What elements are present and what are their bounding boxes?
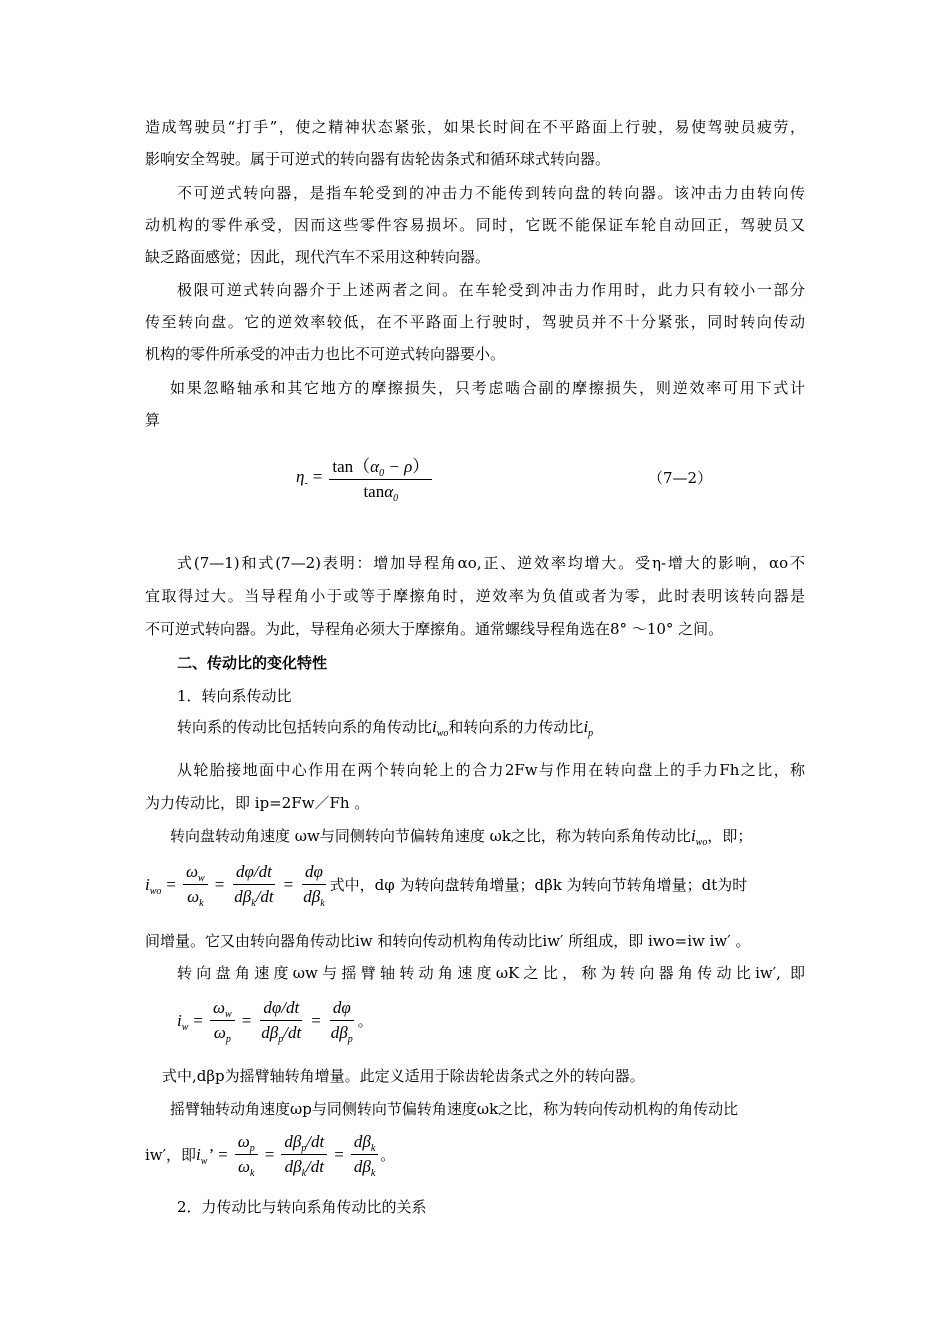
paragraph-line: 式中,dβp为摇臂轴转角增量。此定义适用于除齿轮齿条式之外的转向器。 — [162, 1067, 645, 1085]
text-run: 式中，dφ 为转向盘转角增量；dβk 为转向节转角增量；dt为时 — [329, 876, 748, 894]
text-run: 和转向系的力传动比 — [448, 718, 584, 736]
paragraph-line: 如果忽略轴承和其它地方的摩擦损失，只考虑啮合副的摩擦损失，则逆效率可用下式计 — [170, 379, 805, 397]
paragraph-line: 为力传动比，即 ip=2Fw／Fh 。 — [145, 794, 370, 812]
paragraph-line: 造成驾驶员“打手”，使之精神状态紧张，如果长时间在不平路面上行驶，易使驾驶员疲劳， — [145, 118, 805, 136]
text-run: 转向系的传动比包括转向系的角传动比 — [177, 718, 433, 736]
text-run: 转向盘转动角速度 ωw与同侧转向节偏转角速度 ωk之比，称为转向系角传动比 — [170, 827, 691, 845]
paragraph-line: 传至转向盘。它的逆效率较低，在不平路面上行驶时，驾驶员并不十分紧张，同时转向传动 — [145, 313, 805, 331]
section-heading: 二、传动比的变化特性 — [177, 654, 328, 672]
symbol-iwo: $i_{wo}$ — [432, 717, 449, 739]
paragraph-line: 宜取得过大。当导程角小于或等于摩擦角时，逆效率为负值或者为零，此时表明该转向器是 — [145, 587, 805, 605]
paragraph-line: 动机构的零件承受，因而这些零件容易损坏。同时，它既不能保证车轮自动回正，驾驶员又 — [145, 216, 805, 234]
paragraph-line: 机构的零件所承受的冲击力也比不可逆式转向器要小。 — [145, 345, 506, 363]
paragraph-line: 间增量。它又由转向器角传动比iw 和转向传动机构角传动比iw′ 所组成，即 iwo=iw iw′ 。 — [145, 932, 751, 950]
subsection-heading: 1．转向系传动比 — [177, 687, 292, 705]
paragraph-line: 极限可逆式转向器介于上述两者之间。在车轮受到冲击力作用时，此力只有较小一部分 — [177, 281, 805, 299]
text-run: ，即； — [707, 827, 753, 845]
equation-iw: $i_w$ = $\frac{\omega_w}{\omega_p}$ = $\frac{d\varphi/dt}{d\beta_p/dt}$ = $\frac{d\varphi}{d\beta_p}$ 。 — [177, 998, 373, 1045]
text-run: iw′，即 — [145, 1146, 197, 1164]
text-run: 。 — [357, 1012, 373, 1030]
equation-7-2: $\eta_-$ = $\frac{\tan(\alpha_0 - \rho)}{\tan\alpha_0}$ — [296, 452, 434, 502]
equation-iw-prime: iw′，即 $i_w$’ = $\frac{\omega_p}{\omega_k}$ = $\frac{d\beta_p/dt}{d\beta_k/dt}$ = $\frac{d\beta_k}{d\beta_k}$ 。 — [145, 1132, 396, 1179]
subsection-heading: 2．力传动比与转向系角传动比的关系 — [177, 1198, 427, 1216]
paragraph-line: 不可逆式转向器，是指车轮受到的冲击力不能传到转向盘的转向器。该冲击力由转向传 — [177, 184, 805, 202]
paragraph-line: 摇臂轴转动角速度ωp与同侧转向节偏转角速度ωk之比，称为转向传动机构的角传动比 — [170, 1100, 739, 1118]
paragraph-line: 缺乏路面感觉；因此，现代汽车不采用这种转向器。 — [145, 248, 491, 266]
paragraph-line: 影响安全驾驶。属于可逆式的转向器有齿轮齿条式和循环球式转向器。 — [145, 150, 611, 168]
paragraph-line — [170, 826, 752, 849]
paragraph-line: 转向盘角速度ωw与摇臂轴转动角速度ωK之比，称为转向器角传动比iw′, 即 — [177, 964, 805, 982]
paragraph-line: 算 — [145, 411, 161, 429]
symbol-iwo: $i_{wo}$ — [690, 826, 708, 848]
text-run: 。 — [380, 1146, 396, 1164]
paragraph-line: 从轮胎接地面中心作用在两个转向轮上的合力2Fw与作用在转向盘上的手力Fh之比，称 — [177, 761, 805, 779]
equation-number: （7—2） — [648, 469, 713, 487]
equation-iwo: $i_{wo}$ = $\frac{\omega_w}{\omega_k}$ = $\frac{d\varphi/dt}{d\beta_k/dt}$ = $\frac{d\varphi}{d\beta_k}$ 式中，dφ 为转向盘转角增量；dβk 为转向节转角增量；dt为时 — [145, 862, 748, 909]
paragraph-line: 不可逆式转向器。为此，导程角必须大于摩擦角。通常螺线导程角选在8° ～10° 之间。 — [145, 620, 724, 638]
symbol-ip: $i_p$ — [583, 717, 594, 739]
paragraph-line — [177, 717, 593, 740]
paragraph-line: 式(7—1)和式(7—2)表明：增加导程角αo,正、逆效率均增大。受η-增大的影响，αo不 — [177, 554, 805, 572]
